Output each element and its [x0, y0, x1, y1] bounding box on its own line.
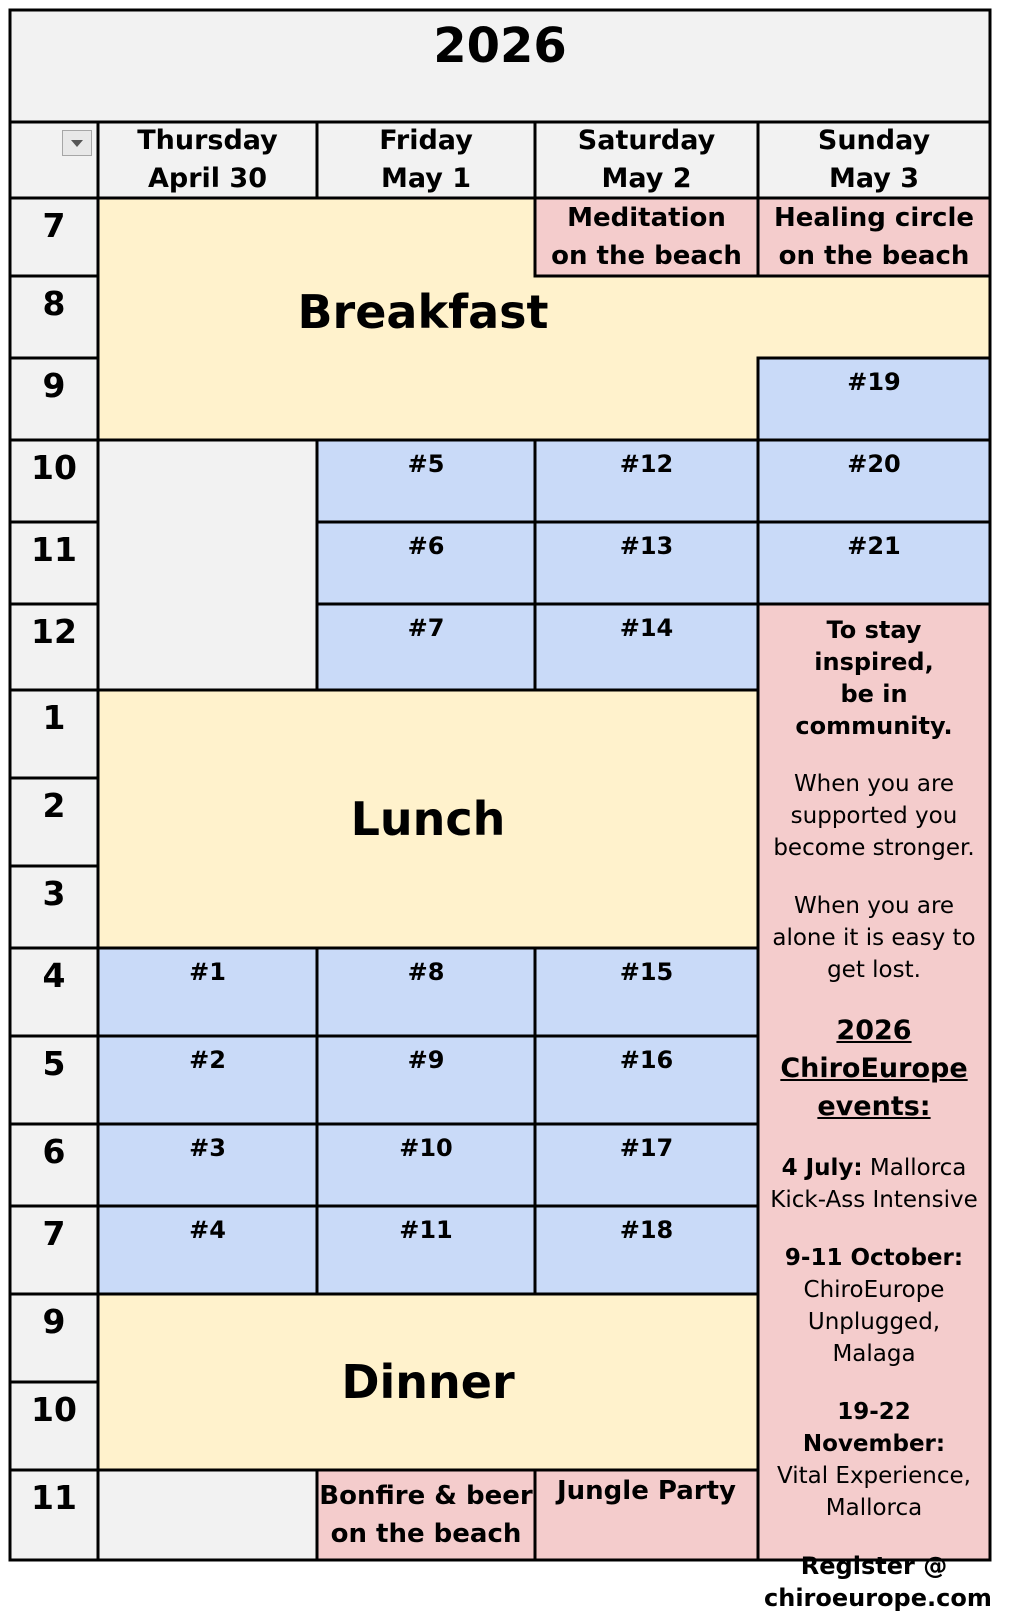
- slot-label: #10: [399, 1134, 453, 1162]
- events-title: ChiroEurope: [780, 1053, 968, 1084]
- hour-label: 9: [42, 1302, 66, 1341]
- day-weekday: Friday: [379, 125, 473, 156]
- slot-label: #20: [847, 450, 901, 478]
- day-weekday: Sunday: [817, 125, 931, 156]
- slot-label: #16: [619, 1046, 674, 1074]
- lunch-label: Lunch: [350, 792, 506, 846]
- hour-label: 10: [31, 448, 77, 487]
- day-date: May 1: [380, 163, 472, 194]
- day-weekday: Saturday: [577, 125, 716, 156]
- slot-label: #19: [847, 368, 901, 396]
- slot-label: #13: [619, 532, 674, 560]
- page-title: 2026: [433, 18, 567, 74]
- sidebar-text: alone it is easy to: [772, 925, 976, 951]
- hour-label: 6: [42, 1132, 66, 1171]
- event-text: Bonfire & beer: [319, 1481, 533, 1511]
- events-title: events:: [817, 1091, 931, 1122]
- sidebar-text: become stronger.: [773, 835, 975, 861]
- hour-label: 11: [31, 1478, 77, 1517]
- slot-label: #4: [189, 1216, 226, 1244]
- outer-border: [10, 10, 990, 1560]
- hour-label: 5: [42, 1044, 66, 1083]
- event-text: Vital Experience,: [776, 1463, 971, 1489]
- dinner-label: Dinner: [341, 1355, 515, 1409]
- sidebar-text: supported you: [790, 803, 958, 829]
- event-text: Kick-Ass Intensive: [770, 1187, 978, 1213]
- slot-label: #7: [407, 614, 445, 642]
- sidebar-text: When you are: [793, 893, 955, 919]
- slot-label: #12: [619, 450, 674, 478]
- day-date: May 2: [601, 163, 692, 194]
- hour-label: 10: [31, 1390, 77, 1429]
- hour-label: 12: [31, 612, 77, 651]
- slot-label: #17: [619, 1134, 674, 1162]
- event-text: Healing circle: [773, 203, 975, 233]
- hour-label: 3: [42, 874, 66, 913]
- events-title: 2026: [836, 1015, 912, 1046]
- slot-label: #21: [847, 532, 901, 560]
- slot-label: #11: [399, 1216, 453, 1244]
- event-text: on the beach: [330, 1519, 522, 1549]
- event-text: Jungle Party: [556, 1476, 736, 1506]
- hour-label: 7: [42, 206, 66, 245]
- slot-label: #14: [619, 614, 674, 642]
- slot-label: #9: [407, 1046, 445, 1074]
- hour-label: 11: [31, 530, 77, 569]
- hour-label: 9: [42, 366, 66, 405]
- day-date: May 3: [828, 163, 920, 194]
- hour-label: 2: [42, 786, 66, 825]
- slot-label: #15: [619, 958, 674, 986]
- slot-label: #6: [407, 532, 445, 560]
- event-text: on the beach: [551, 241, 742, 271]
- sidebar-text: get lost.: [827, 957, 921, 983]
- hour-label: 1: [42, 698, 66, 737]
- register-link[interactable]: chiroeurope.com: [764, 1584, 992, 1612]
- event-text: Meditation: [567, 203, 726, 233]
- day-date: April 30: [147, 163, 268, 194]
- event-text: Mallorca: [869, 1155, 967, 1181]
- sidebar-headline: be in community.: [795, 680, 953, 740]
- event-text: ChiroEurope: [803, 1277, 945, 1303]
- breakfast-label: Breakfast: [297, 285, 549, 339]
- slot-label: #8: [407, 958, 445, 986]
- hour-label: 8: [42, 284, 66, 323]
- slot-label: #2: [189, 1046, 226, 1074]
- slot-label: #18: [619, 1216, 674, 1244]
- event-date: 4 July:: [781, 1155, 863, 1181]
- event-date: 19-22 November:: [802, 1399, 946, 1457]
- slot-label: #1: [189, 958, 226, 986]
- event-date: 9-11 October:: [784, 1245, 964, 1271]
- event-text: on the beach: [778, 241, 970, 271]
- slot-label: #5: [407, 450, 445, 478]
- hour-label: 7: [42, 1214, 66, 1253]
- sidebar-text: When you are: [793, 771, 955, 797]
- hour-label: 4: [42, 956, 66, 995]
- event-text: Unplugged, Malaga: [807, 1309, 941, 1367]
- event-text: Mallorca: [825, 1495, 923, 1521]
- day-weekday: Thursday: [137, 125, 278, 156]
- register-text: Register @: [800, 1552, 948, 1580]
- slot-label: #3: [189, 1134, 226, 1162]
- sidebar-headline: To stay inspired,: [814, 616, 934, 676]
